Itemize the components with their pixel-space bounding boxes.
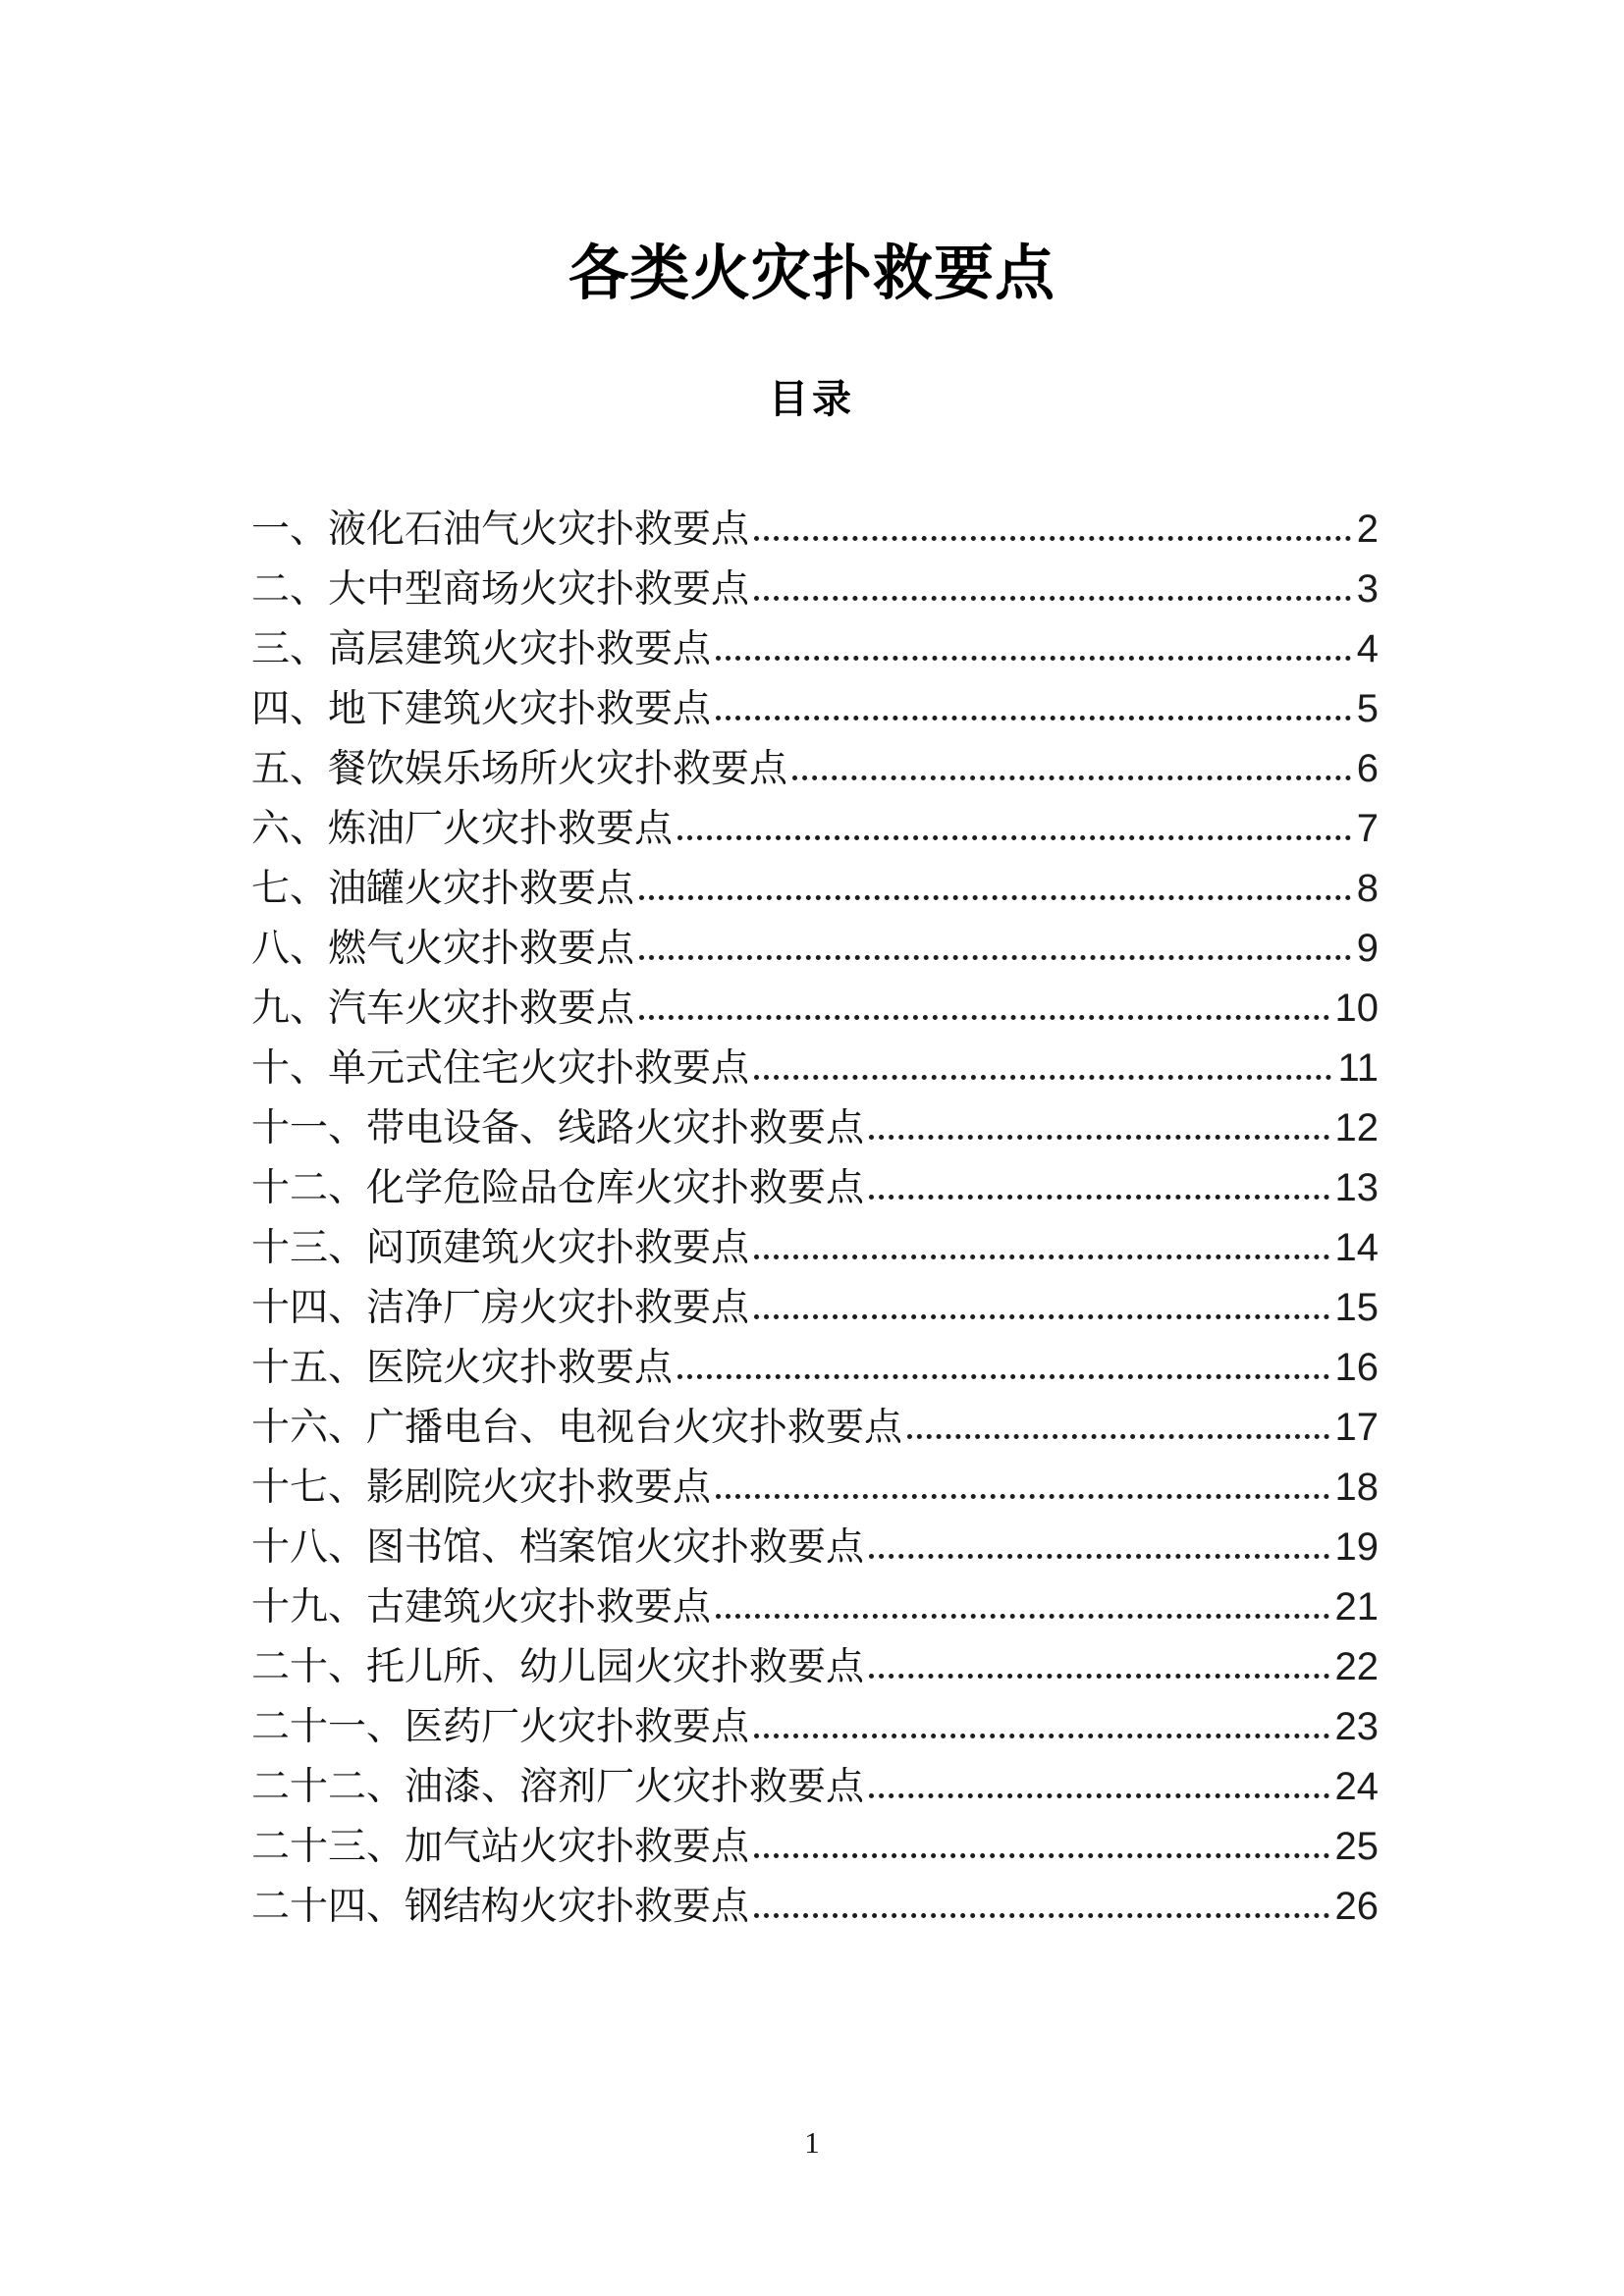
toc-dot-leader — [639, 955, 1351, 960]
toc-entry-page-number: 7 — [1356, 807, 1379, 850]
toc-dot-leader — [792, 775, 1351, 780]
toc-entry[interactable] — [251, 1335, 1379, 1395]
toc-entry-page-number: 19 — [1334, 1525, 1379, 1569]
toc-entry-page-number: 13 — [1334, 1166, 1379, 1209]
toc-entry-label: 三、高层建筑火灾扑救要点 — [251, 627, 712, 671]
toc-entry-page-number: 3 — [1356, 567, 1379, 611]
toc-dot-leader — [869, 1195, 1328, 1200]
toc-entry[interactable] — [251, 676, 1379, 736]
toc-dot-leader — [754, 1075, 1331, 1080]
toc-dot-leader — [754, 1734, 1328, 1738]
toc-dot-leader — [754, 1913, 1328, 1918]
toc-dot-leader — [869, 1554, 1328, 1559]
page-footer — [0, 2123, 1624, 2163]
toc-entry[interactable] — [251, 1095, 1379, 1155]
toc-dot-leader — [716, 1494, 1328, 1499]
toc-entry[interactable] — [251, 856, 1379, 916]
toc-dot-leader — [907, 1434, 1328, 1439]
toc-entry-label: 十三、闷顶建筑火灾扑救要点 — [251, 1226, 750, 1270]
toc-entry-label: 二十、托儿所、幼儿园火灾扑救要点 — [251, 1645, 865, 1689]
toc-entry[interactable] — [251, 1275, 1379, 1335]
toc-entry-page-number: 10 — [1334, 987, 1379, 1030]
toc-dot-leader — [716, 656, 1351, 661]
toc-entry-page-number: 11 — [1337, 1046, 1379, 1090]
toc-entry-label: 十五、医院火灾扑救要点 — [251, 1346, 674, 1390]
toc-entry-page-number: 23 — [1334, 1705, 1379, 1748]
toc-entry[interactable] — [251, 1634, 1379, 1694]
toc-entry[interactable] — [251, 557, 1379, 616]
toc-entry-page-number: 16 — [1334, 1346, 1379, 1389]
toc-dot-leader — [869, 1793, 1328, 1798]
toc-dot-leader — [754, 1314, 1328, 1319]
toc-entry-label: 一、液化石油气火灾扑救要点 — [251, 507, 750, 552]
toc-entry-page-number: 8 — [1356, 867, 1379, 910]
document-title: 各类火灾扑救要点 — [568, 239, 1056, 308]
toc-entry[interactable] — [251, 796, 1379, 856]
toc-entry[interactable] — [251, 497, 1379, 557]
toc-entry-label: 十九、古建筑火灾扑救要点 — [251, 1585, 712, 1629]
toc-entry[interactable] — [251, 1515, 1379, 1575]
toc-entry-page-number: 6 — [1356, 747, 1379, 790]
toc-dot-leader — [716, 716, 1351, 721]
toc-entry-label: 十四、洁净厂房火灾扑救要点 — [251, 1286, 750, 1330]
toc-dot-leader — [677, 1374, 1328, 1379]
toc-heading: 目录 — [769, 377, 855, 422]
toc-entry[interactable] — [251, 1395, 1379, 1455]
toc-entry[interactable] — [251, 1694, 1379, 1754]
toc-entry[interactable] — [251, 1215, 1379, 1275]
toc-entry-label: 十八、图书馆、档案馆火灾扑救要点 — [251, 1525, 865, 1570]
toc-dot-leader — [639, 1015, 1328, 1020]
toc-entry-page-number: 9 — [1356, 927, 1379, 970]
toc-entry-label: 十六、广播电台、电视台火灾扑救要点 — [251, 1406, 903, 1450]
toc-entry-label: 八、燃气火灾扑救要点 — [251, 927, 635, 971]
toc-entry[interactable] — [251, 1874, 1379, 1934]
toc-entry-page-number: 25 — [1334, 1825, 1379, 1868]
toc-dot-leader — [869, 1135, 1328, 1140]
toc-dot-leader — [639, 895, 1351, 900]
toc-dot-leader — [869, 1674, 1328, 1679]
toc-entry-page-number: 12 — [1334, 1106, 1379, 1149]
toc-entry-label: 十二、化学危险品仓库火灾扑救要点 — [251, 1166, 865, 1210]
toc-entry-page-number: 21 — [1334, 1585, 1379, 1629]
toc-entry-page-number: 26 — [1334, 1885, 1379, 1928]
toc-entry-label: 二十四、钢结构火灾扑救要点 — [251, 1885, 750, 1929]
toc-entry[interactable] — [251, 1036, 1379, 1095]
toc-dot-leader — [754, 596, 1351, 601]
toc-entry-label: 五、餐饮娱乐场所火灾扑救要点 — [251, 747, 788, 791]
toc-entry-label: 十一、带电设备、线路火灾扑救要点 — [251, 1106, 865, 1150]
toc-entry-label: 六、炼油厂火灾扑救要点 — [251, 807, 674, 851]
toc-entry-label: 二十三、加气站火灾扑救要点 — [251, 1825, 750, 1869]
table-of-contents — [251, 497, 1379, 1934]
toc-entry-page-number: 22 — [1334, 1645, 1379, 1688]
toc-entry[interactable] — [251, 1575, 1379, 1634]
toc-entry-page-number: 14 — [1334, 1226, 1379, 1269]
toc-dot-leader — [677, 835, 1351, 840]
toc-entry-label: 二、大中型商场火灾扑救要点 — [251, 567, 750, 612]
toc-entry[interactable] — [251, 616, 1379, 676]
toc-dot-leader — [754, 1853, 1328, 1858]
toc-dot-leader — [716, 1614, 1328, 1619]
toc-entry-label: 二十一、医药厂火灾扑救要点 — [251, 1705, 750, 1749]
toc-entry-label: 四、地下建筑火灾扑救要点 — [251, 687, 712, 731]
toc-entry[interactable] — [251, 736, 1379, 796]
toc-entry-label: 七、油罐火灾扑救要点 — [251, 867, 635, 911]
toc-entry[interactable] — [251, 1754, 1379, 1814]
toc-dot-leader — [754, 536, 1351, 541]
toc-entry-page-number: 5 — [1356, 687, 1379, 730]
toc-entry-label: 十七、影剧院火灾扑救要点 — [251, 1466, 712, 1510]
footer-page-number: 1 — [804, 2125, 820, 2160]
toc-entry-label: 十、单元式住宅火灾扑救要点 — [251, 1046, 750, 1091]
toc-entry-page-number: 17 — [1334, 1406, 1379, 1449]
toc-entry-page-number: 24 — [1334, 1765, 1379, 1808]
toc-entry[interactable] — [251, 1814, 1379, 1874]
toc-entry[interactable] — [251, 976, 1379, 1036]
toc-entry[interactable] — [251, 916, 1379, 976]
toc-entry-page-number: 18 — [1334, 1466, 1379, 1509]
toc-dot-leader — [754, 1255, 1328, 1259]
toc-entry-page-number: 2 — [1356, 507, 1379, 551]
toc-entry-label: 二十二、油漆、溶剂厂火灾扑救要点 — [251, 1765, 865, 1809]
toc-entry-page-number: 15 — [1334, 1286, 1379, 1329]
toc-entry-label: 九、汽车火灾扑救要点 — [251, 987, 635, 1031]
toc-entry[interactable] — [251, 1455, 1379, 1515]
toc-entry[interactable] — [251, 1155, 1379, 1215]
toc-entry-page-number: 4 — [1356, 627, 1379, 670]
